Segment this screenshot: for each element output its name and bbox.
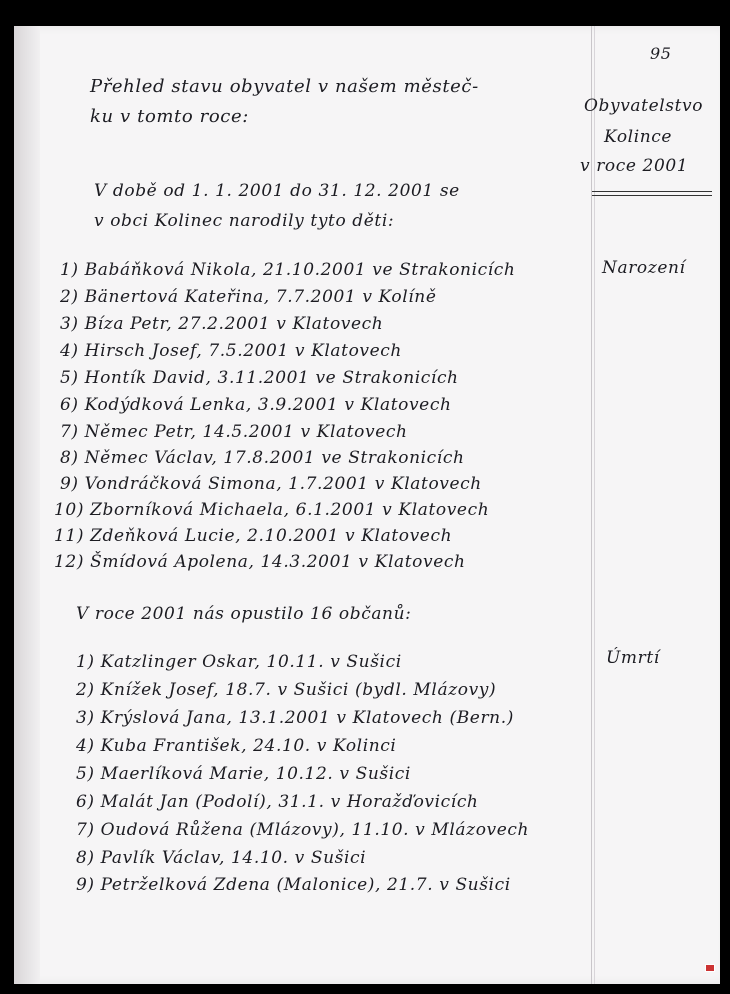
side-heading-rule — [592, 191, 712, 192]
list-item: 1) Katzlinger Oskar, 10.11. v Sušici — [76, 652, 402, 672]
list-item: 7) Němec Petr, 14.5.2001 v Klatovech — [60, 422, 408, 442]
heading-line-2: ku v tomto roce: — [90, 106, 249, 127]
list-item: 10) Zborníková Michaela, 6.1.2001 v Klatovech — [54, 500, 490, 520]
notebook-page — [14, 26, 720, 984]
list-item: 8) Pavlík Václav, 14.10. v Sušici — [76, 848, 367, 868]
births-intro-line-1: V době od 1. 1. 2001 do 31. 12. 2001 se — [94, 181, 460, 201]
list-item: 8) Němec Václav, 17.8.2001 ve Strakonicích — [60, 448, 465, 468]
list-item: 1) Babáňková Nikola, 21.10.2001 ve Strakonicích — [60, 260, 516, 280]
list-item: 9) Petrželková Zdena (Malonice), 21.7. v Sušici — [76, 875, 511, 895]
list-item: 2) Knížek Josef, 18.7. v Sušici (bydl. Mlázovy) — [76, 680, 497, 700]
side-heading-rule-2 — [592, 195, 712, 196]
births-intro-line-2: v obci Kolinec narodily tyto děti: — [94, 211, 395, 231]
list-item: 11) Zdeňková Lucie, 2.10.2001 v Klatovech — [54, 526, 453, 546]
side-heading-line-2: Kolince — [604, 127, 673, 147]
heading-line-1: Přehled stavu obyvatel v našem městeč- — [90, 76, 479, 97]
side-heading-line-3: v roce 2001 — [580, 156, 689, 176]
list-item: 5) Maerlíková Marie, 10.12. v Sušici — [76, 764, 411, 784]
page-binding — [14, 26, 40, 984]
corner-marker — [705, 964, 715, 972]
list-item: 3) Krýslová Jana, 13.1.2001 v Klatovech (Bern.) — [76, 708, 514, 728]
list-item: 2) Bänertová Kateřina, 7.7.2001 v Kolíně — [60, 287, 437, 307]
deaths-intro: V roce 2001 nás opustilo 16 občanů: — [76, 604, 412, 624]
page-number: 95 — [650, 44, 672, 63]
list-item: 4) Hirsch Josef, 7.5.2001 v Klatovech — [60, 341, 402, 361]
list-item: 4) Kuba František, 24.10. v Kolinci — [76, 736, 397, 756]
list-item: 12) Šmídová Apolena, 14.3.2001 v Klatovech — [54, 552, 466, 572]
list-item: 7) Oudová Růžena (Mlázovy), 11.10. v Mlázovech — [76, 820, 530, 840]
side-heading-line-1: Obyvatelstvo — [584, 96, 704, 116]
list-item: 5) Hontík David, 3.11.2001 ve Strakonicích — [60, 368, 459, 388]
deaths-label: Úmrtí — [606, 648, 660, 668]
list-item: 6) Kodýdková Lenka, 3.9.2001 v Klatovech — [60, 395, 452, 415]
list-item: 3) Bíza Petr, 27.2.2001 v Klatovech — [60, 314, 384, 334]
list-item: 6) Malát Jan (Podolí), 31.1. v Horažďovicích — [76, 792, 479, 812]
births-label: Narození — [602, 258, 686, 278]
list-item: 9) Vondráčková Simona, 1.7.2001 v Klatovech — [60, 474, 482, 494]
